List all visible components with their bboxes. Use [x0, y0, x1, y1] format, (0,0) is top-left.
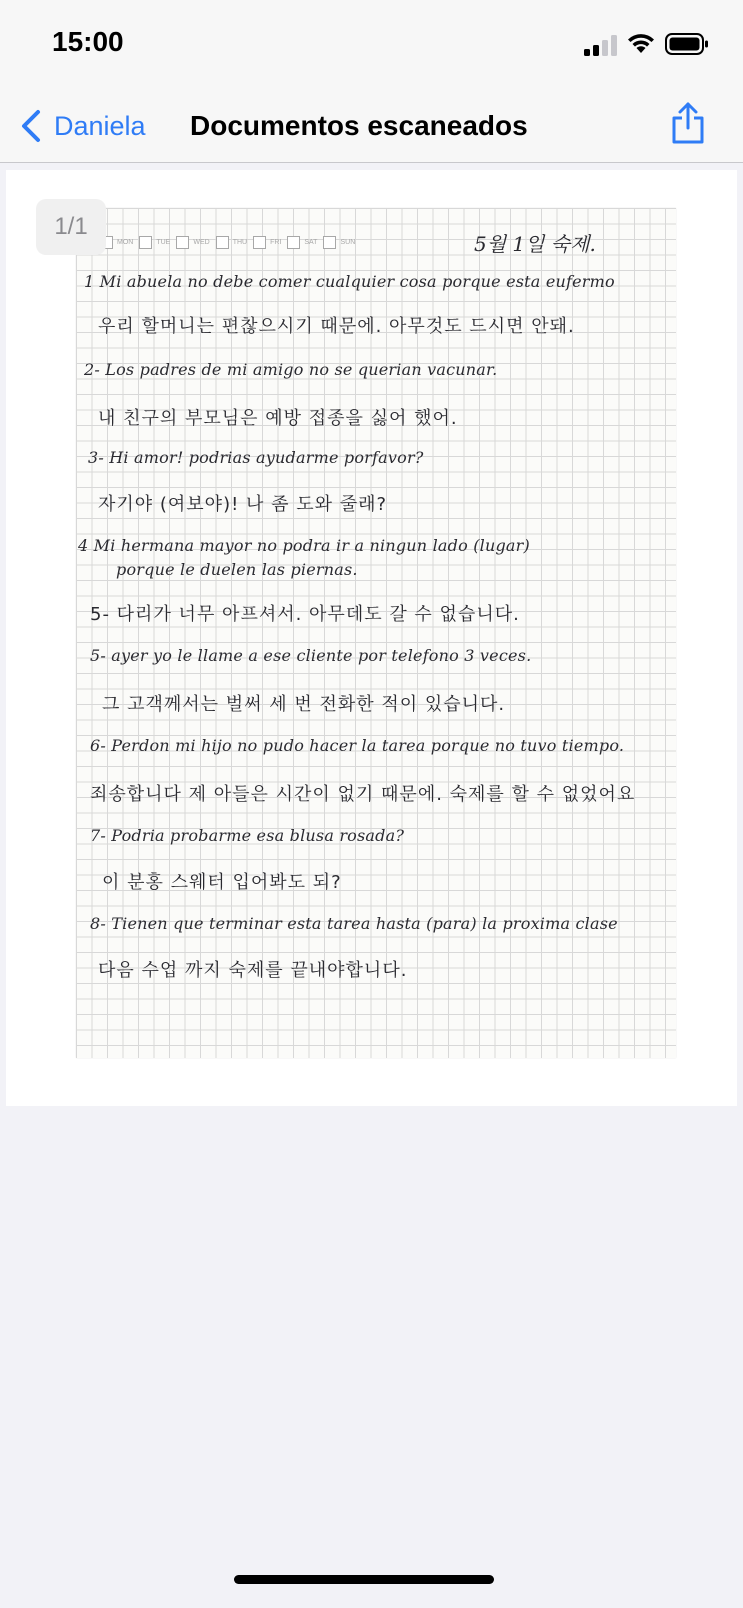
handwritten-line: 자기야 (여보야)! 나 좀 도와 줄래? [98, 494, 388, 515]
handwritten-line: 3- Hi amor! podrias ayudarme porfavor? [88, 448, 424, 467]
weekday-label: SUN [340, 239, 356, 246]
chevron-left-icon [18, 108, 44, 144]
weekday-label: THU [232, 239, 248, 246]
home-indicator[interactable] [234, 1575, 494, 1584]
handwritten-line: 6- Perdon mi hijo no pudo hacer la tarea porque no tuvo tiempo. [90, 736, 625, 755]
scanned-paper-image [76, 208, 676, 1058]
weekday-label: TUE [156, 239, 171, 246]
weekday-checkbox [139, 236, 152, 249]
handwritten-line: 5- 다리가 너무 아프셔서. 아무데도 갈 수 없습니다. [90, 604, 520, 625]
weekday-checkbox [253, 236, 266, 249]
wifi-icon [626, 31, 656, 55]
navigation-bar [0, 90, 743, 163]
scanned-documents-view [0, 163, 743, 1608]
status-time: 15:00 [52, 26, 124, 57]
handwritten-line: 5- ayer yo le llame a ese cliente por telefono 3 veces. [90, 646, 532, 665]
weekday-checkbox [287, 236, 300, 249]
weekday-checkboxes [100, 236, 357, 249]
handwritten-line: porque le duelen las piernas. [116, 560, 358, 579]
handwritten-line: 그 고객께서는 벌써 세 번 전화한 적이 있습니다. [102, 694, 506, 715]
handwritten-line: 우리 할머니는 편찮으시기 때문에. 아무것도 드시면 안돼. [98, 316, 575, 337]
battery-icon [665, 32, 709, 56]
handwritten-line: 7- Podria probarme esa blusa rosada? [90, 826, 405, 845]
handwritten-line: 8- Tienen que terminar esta tarea hasta (para) la proxima clase [90, 914, 618, 933]
handwritten-line: 다음 수업 까지 숙제를 끝내야합니다. [98, 960, 408, 981]
page-title: Documentos escaneados [190, 110, 528, 141]
handwritten-line: 내 친구의 부모님은 예방 접종을 싫어 했어. [98, 408, 458, 429]
cellular-signal-icon [584, 34, 620, 56]
handwritten-line: 2- Los padres de mi amigo no se querian vacunar. [84, 360, 498, 379]
handwritten-line: 4 Mi hermana mayor no podra ir a ningun lado (lugar) [78, 536, 530, 555]
scanned-page[interactable] [6, 170, 737, 1106]
handwritten-line: 1 Mi abuela no debe comer cualquier cosa porque esta eufermo [84, 272, 615, 291]
weekday-label: SAT [304, 239, 318, 246]
handwritten-line: 이 분홍 스웨터 입어봐도 되? [102, 872, 342, 893]
share-icon[interactable] [668, 100, 708, 146]
weekday-label: FRI [270, 239, 282, 246]
back-label: Daniela [54, 110, 146, 141]
page-indicator: 1/1 [36, 199, 106, 255]
back-button[interactable] [18, 104, 146, 148]
weekday-checkbox [176, 236, 189, 249]
status-bar [0, 0, 743, 90]
weekday-label: MON [117, 239, 134, 246]
homework-heading: 5월 1일 숙제. [474, 232, 596, 256]
handwritten-line: 죄송합니다 제 아들은 시간이 없기 때문에. 숙제를 할 수 없었어요 [90, 784, 636, 805]
weekday-checkbox [216, 236, 229, 249]
weekday-label: WED [193, 239, 210, 246]
weekday-checkbox [323, 236, 336, 249]
